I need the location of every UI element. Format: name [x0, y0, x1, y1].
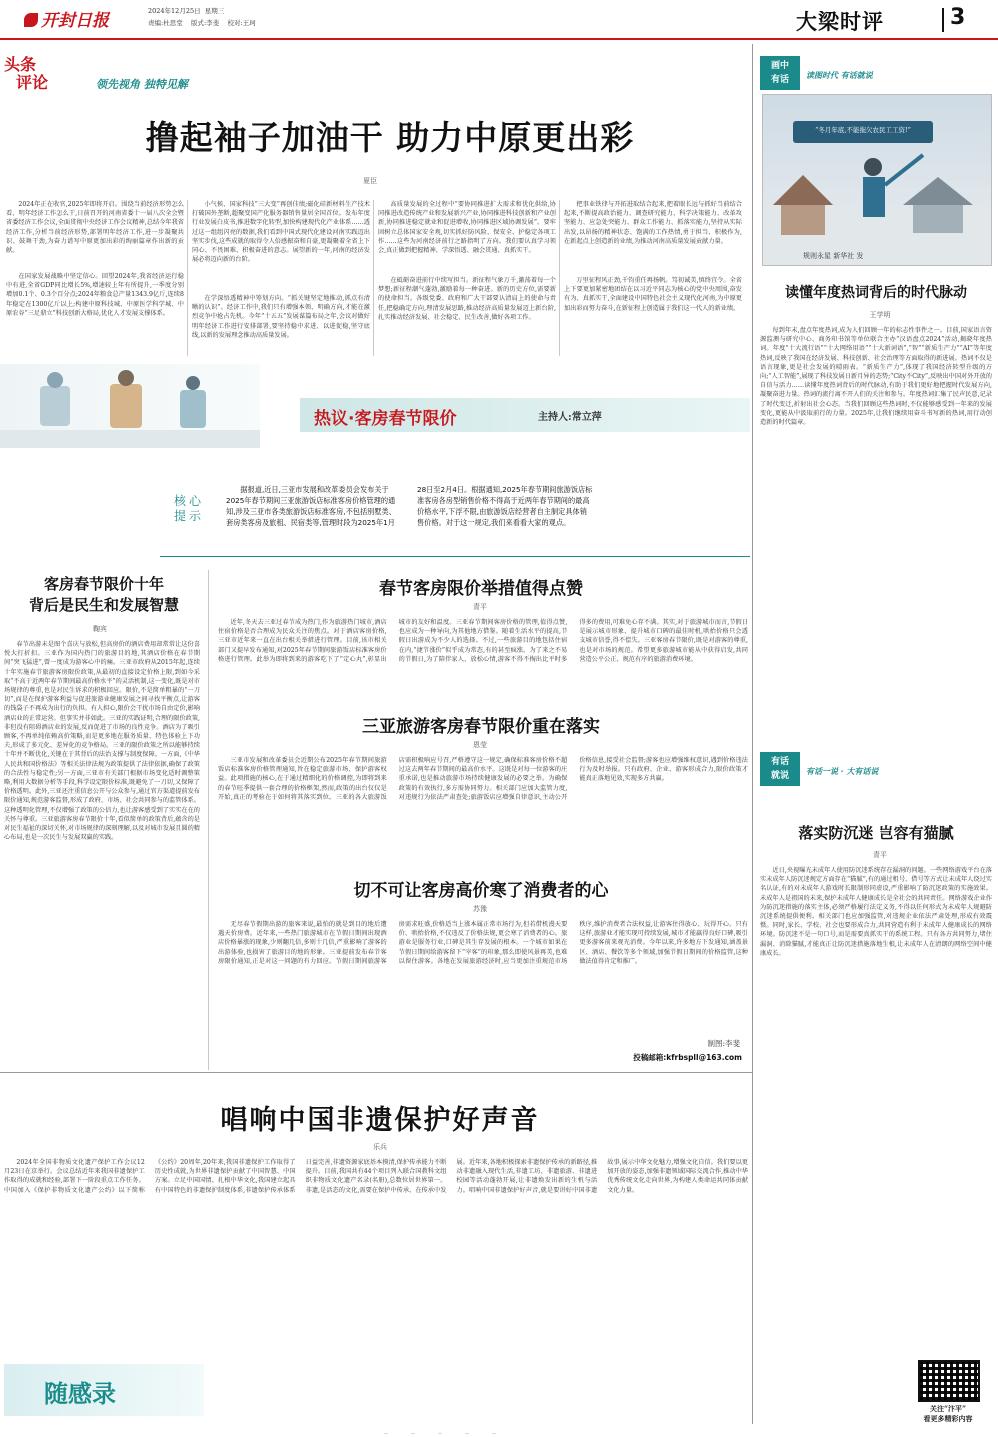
- page-indicator: [230, 1424, 650, 1434]
- core-tag-line2: 提示: [174, 509, 205, 523]
- page-dot[interactable]: [491, 1433, 497, 1434]
- hot-topic-banner: [300, 398, 750, 432]
- sidebar-col2-title: 落实防沉迷 岂容有猫腻: [798, 824, 954, 842]
- page-dot[interactable]: [464, 1433, 470, 1434]
- essay-badge: [4, 1364, 204, 1416]
- issue-weekday: 星期三: [204, 7, 225, 15]
- sidebar-col1-body: 每到年末,盘点年度热词,成为人们回顾一年的标志性事件之一。目前,国家语言资源监测与研究中心、商务印书馆等单位联合主办“汉语盘点2024”活动,揭晓年度热词。年度“十大流行语”“十大网络用语”“十大新词语”,“智”“新质生产力”“AI”等年度热词,反映了我国在经济发展、科技创新、社会治理等方面取得的新进展。热词不仅是语言现象,更是社会发展的晴雨表。“新质生产力”,体现了我国经济转型升级的方向;“人工智能”,展现了科技发展日新月异的态势;“City不City”,反映出中国对外开放的自信与活力……读懂年度热词背后的时代脉动,有助于我们更好地把握时代发展方向,凝聚奋进力量。热词的流行离不开人们的关注和参与。年度热词汇集了民声民意,记录了时代变迁,折射出社会心态。当我们回顾这些热词时,不仅能够感受到一年来的发展变化,更能从中汲取前行的力量。2025年,让我们继续用奋斗书写新的热词,用行动创造新的时代篇章。: [760, 327, 992, 427]
- article3-body: 三亚市发展和改革委员会近期公布2025年春节期间旅游饭店标准客房价格管理通知,旨在稳定旅游市场、保护游客权益。此项措施的核心,在于通过精细化的价格调控,为即将到来的春节旺季提供一套合理的价格框架,然而,政策的出台仅仅是开始,真正的考验在于如何将其落实到位。三亚的各大旅游饭店需积极响应号召,严格遵守这一规定,确保标准客房价格不超过这去两年春节期间的最高价水平。这既是对每一位游客的庄重承诺,也是推动旅游市场持续健康发展的必要之举。为确保政策的有效执行,多方需协同努力。相关部门应加大监管力度,对违规行为依法严肃查处;旅游饭店应增强自律意识,主动公开价格信息,接受社会监督;游客也应增强维权意识,遇到价格违法行为及时举报。只有政府、企业、游客形成合力,限价政策才能真正落地见效,实现多方共赢。: [218, 757, 748, 801]
- article3-title: 三亚旅游客房春节限价重在落实: [362, 717, 600, 737]
- masthead-meta: [148, 5, 368, 35]
- column-slogan: 领先视角 独特见解: [96, 78, 188, 91]
- lead-para-4: 高质量发展的全过程中“要协同推进扩大需求和优化供给,协同推进改造传统产业和发展新兴产业,协同推进科技创新和产业创新,协同推进稳定就业和促进增收,协同推进区域协调发展”。要牢固树立总体国家安全观,切实抓好防风险、保安全、护稳定各项工作……这些为河南经济前行之路指明了方向。我们要认真学习领会,真正做到把握精神、学深悟透、融会贯通、真抓实干。: [378, 201, 556, 255]
- core-tag: [174, 494, 214, 528]
- hot-topic-title: 热议·客房春节限价: [314, 409, 457, 428]
- page-dot[interactable]: [410, 1433, 416, 1434]
- article1-author: 鞠宾: [93, 625, 107, 633]
- core-note: 据报道,近日,三亚市发展和改革委员会发布关于2025年春节期间三亚旅游饭店标准客房价格管理的通知,涉及三亚市各类旅游饭店标准客房,不包括别墅类、套房类客房及旅租、民宿类等,管理时段为2025年1月28日至2月4日。根据通知,2025年春节期间旅游饭店标准客房各房型销售价格不得高于近两年春节期间的最高价格水平,下浮不限,由旅游饭店经营者自主制定具体销售价格。对于这一规定,我们来看看大家的观点。: [226, 485, 593, 527]
- section-rule: [0, 1072, 752, 1073]
- qr-caption1: 关注“汴平”: [929, 1404, 967, 1413]
- cartoon-drawing: [763, 95, 992, 266]
- page-number: 3: [950, 5, 966, 30]
- bottom-body: 2024年全国非物质文化遗产保护工作会议12月23日在京举行。会议总结近年来我国非遗保护工作取得的成就和经验,部署下一阶段重点工作任务。中国加入《保护非物质文化遗产公约》以下简称《公约》20周年,20年来,我国非遗保护工作取得了历史性成就,为世界非遗保护贡献了中国智慧、中国方案。立足中国国情、扎根中华文化,我国建立起具有中国特色的非遗保护制度体系,非遗保护传承体系日益完善,非遗资源家底基本摸清,保护传承能力不断提升。目前,我国共有44个项目列入联合国教科文组织非物质文化遗产名录(名册),总数位居世界第一。非遗,是活态的文化,需要在保护中传承、在传承中发展。近年来,各地积极探索非遗保护传承的新路径,推动非遗融入现代生活,非遗工坊、非遗旅游、非遗进校园等活动蓬勃开展,让非遗焕发出新的生机与活力。唱响中国非遗保护好声音,就是要讲好中国非遗故事,展示中华文化魅力,增强文化自信。我们要以更加开放的姿态,加强非遗领域国际交流合作,推动中华优秀传统文化走向世界,为构建人类命运共同体贡献文化力量。: [4, 1159, 748, 1194]
- lead-para-3: 在学深悟透精神中筹划方向。“抓关键坚定地推动,抓点有清晰的认识”。经济工作中,我们只有增强本领、明确方向,才能在激烈竞争中抢占先机。今年“十五五”发展谋篇布局之年,会议对做好明年经济工作进行安排部署,要坚持稳中求进、以进促稳,坚守底线,以新的发展理念推动高质量发展。: [192, 295, 370, 339]
- lead-para-7: 万里征程风正劲,千钧重任再扬帆。笃初诚美,慎终宜令。全省上下要更加紧密地团结在以习近平同志为核心的党中央周围,奋发有为、真抓实干,全面建设中国特色社会主义现代化河南,为中原更加出彩而努力奋斗,在新征程上创造属于我们这一代人的新业绩。: [564, 277, 742, 312]
- badge-line1: 头条: [4, 56, 37, 74]
- bottom-author: 乐兵: [373, 1143, 387, 1151]
- lead-para-1: 在国家发展战略中坚定信心。回望2024年,我省经济运行稳中有进,全省GDP同比增长5%,增速较上年有所提升,一季度分别增加0.1个、0.3个百分点;2024年粮食总产量1343.9亿斤,连续8年稳定在1300亿斤以上;构建中原科技城、中原医学科学城、中原农谷“三足鼎立”科技创新大格局,优化人才发展支撑体系。: [6, 273, 184, 317]
- qr-code[interactable]: [918, 1360, 980, 1402]
- article2-title: 春节客房限价举措值得点赞: [379, 579, 583, 599]
- sidebar-col2-author: 青平: [873, 851, 887, 859]
- cartoon-credit: 规则永星 新华社 发: [803, 252, 864, 260]
- proof-credit: 校对:王珂: [227, 19, 256, 27]
- column-rule: [373, 200, 374, 356]
- submission-artist: 制图:李斐: [707, 1039, 740, 1048]
- newspaper-logo: [24, 6, 134, 28]
- lead-para-0: 2024年正在收官,2025年即将开启。围绕当前经济形势怎么看、明年经济工作怎么干,日前召开的河南省委十一届八次全会暨省委经济工作会议,全面贯彻中央经济工作会议精神,总结今年我省经济工作,分析当前经济形势,部署明年经济工作,进一步凝聚共识、鼓舞干劲,为奋力谱写中原更加出彩的绚丽篇章作出新的贡献。: [6, 201, 184, 255]
- cartoon-tag-line1: 画中: [770, 61, 789, 71]
- sidebar-col1-title: 读懂年度热词背后的时代脉动: [785, 285, 967, 301]
- cartoon-slogan: 读图时代 有话就说: [806, 70, 873, 80]
- essay-badge-text: 随感录: [44, 1380, 116, 1406]
- cartoon-caption: “冬月年底,不能拖欠农民工工资!”: [815, 126, 911, 134]
- editor-credit: 责编:杜思堂: [148, 19, 183, 27]
- hot-topic-host: 主持人:常立萍: [538, 412, 602, 423]
- layout-credit: 版式:李斐: [190, 19, 220, 27]
- page-divider: [942, 8, 944, 32]
- cartoon-tag-line2: 有话: [770, 75, 789, 85]
- logo-text: 开封日报: [41, 11, 109, 28]
- sidebar-rule: [752, 44, 753, 1424]
- article2-body: 近年,冬天去三亚过春节成为热门,作为旅游热门城市,酒店住宿价格是否合理成为民众关注的焦点。对于酒店客房价格,三亚市近年来一直在出台相关举措进行管理。目前,该市相关部门又提早发布通知,对2025年春节期间旅游饭店标准客房价格进行管理。此举为即将到来的游客吃下了“定心丸”,彰显出城市的友好和温度。三亚春节期间客房价格的管理,值得点赞,也应成为一种导向,为其他地方借鉴。随着生活水平的提高,节假日出游成为不少人的选择。不过,一些旅游目的地包括住宿在内,“捷节涨价”似乎成为常态,有的甚至疯涨。为了来之不易的节假日,为了陪伴家人、放松心情,游客不得不掏出比平时多得多的费用,可难免心存不满。其实,对于旅游城市而言,节假日是展示城市形象、提升城市口碑的最佳时机,哄抬价格只会透支城市信誉,得不偿失。三亚客房春节限价,既是对游客的尊重,也是对市场的规范。希望更多旅游城市能从中获得启发,共同营造公平公正、规范有序的旅游消费环境。: [218, 619, 748, 663]
- col2-tag-line1: 有话: [770, 757, 789, 767]
- column-rule: [187, 200, 188, 356]
- col2-slogan: 有话一说 · 大有话说: [806, 766, 879, 776]
- article1-title: 客房春节限价十年 背后是民生和发展智慧: [28, 575, 179, 614]
- col2-tag: [760, 752, 800, 786]
- lead-para-2: 小气候、国家科技“三大变”再创佳绩;磁化硅新材料生产技术打破国外垄断,超聚变国产化服务器销售量居全国首位。发布年度行业发展白皮书,推进数字化转型,加快构建现代化产业体系……透过这一组组闪亮的数据,我们看到中国式现代化建设河南实践迈出坚实步伐,这些成就的取得令人倍感振奋和自豪,更凝聚着全省上下同心、不畏困难、积极奋进的意志。展望新的一年,河南的经济发展必将迈向新的台阶。: [192, 201, 370, 264]
- core-rule: [160, 556, 750, 557]
- cartoon-image: [762, 94, 992, 266]
- submission-email[interactable]: 投稿邮箱:kfrbspll@163.com: [633, 1053, 742, 1062]
- sidebar-col1-author: 王学明: [869, 311, 891, 319]
- article3-author: 恩莹: [473, 741, 487, 749]
- page-dot[interactable]: [383, 1433, 389, 1434]
- article4-body: 无尽春节假期出游的旅客来说,最怕的就是到目的地后遭遇天价房费。近年来,一些热门旅游城市在节假日期间出现酒店价格暴涨的现象,少则翻几倍,多则十几倍,严重影响了游客的出游体验,也损害了旅游目的地的形象。三亚提前发布春节客房限价通知,正是对这一问题的有力回应。节假日期间旅游客房需求旺盛,价格适当上涨本属正常市场行为,但若借机漫天要价、哄抬价格,不仅违反了价格法规,更会寒了消费者的心。旅游业是服务行业,口碑是其生存发展的根本。一个城市如果在节假日期间给游客留下“宰客”的印象,那么即使风景再美,也难以留住游客。各地在发展旅游经济时,应当更加注重规范市场秩序,维护消费者合法权益,让游客住得放心、玩得开心。只有这样,旅游业才能实现可持续发展,城市才能赢得良好口碑,吸引更多游客前来观光消费。今年以来,许多地方下发通知,涵盖景区、酒店、餐饮等多个领域,加强节假日期间的价格监管,这种做法值得肯定和推广。: [218, 921, 748, 965]
- col2-tag-line2: 就说: [770, 771, 789, 781]
- issue-date: 2024年12月25日: [148, 7, 201, 15]
- badge-line2: 评论: [16, 73, 49, 92]
- page-dot[interactable]: [437, 1433, 443, 1434]
- qr-caption2: 看更多精彩内容: [923, 1414, 973, 1423]
- column-badge: [4, 56, 64, 96]
- lead-author: 夏臣: [363, 177, 377, 185]
- bottom-title: 唱响中国非遗保护好声音: [220, 1105, 540, 1136]
- masthead: [0, 0, 998, 40]
- column-rule: [559, 200, 560, 356]
- travelers-drawing: [0, 364, 260, 448]
- article4-author: 苏豫: [473, 905, 487, 913]
- article1-body: 春节出游未是图个喜庆与放松,但高房价的酒店费用却常常让这份喜悦大打折扣。三亚作为国内热门的旅游目的地,其酒店价格在春节期间“突飞猛进”,曾一度成为游客心中的痛。三亚市政府从2015年起,连续十年实施春节旅游客房限价政策,从最初的直接设定价格上限,到如今采取“不高于近两年春节期间最高价格水平”的灵活机制,这一变化,既是对市场规律的尊重,也是对民生诉求的积极回应。限价,不是简单粗暴的“一刀切”,而是在保护游客利益与促进旅游业健康发展之间寻找平衡点,让游客的钱袋子不再成为出行的负担。有人担心,限价会干扰市场自由定价,影响酒店业的正常运营。但事实并非如此。三亚的实践证明,合理的限价政策,非但没有阻碍酒店业的发展,反而促进了市场的良性竞争。酒店为了吸引顾客,不再单纯依赖高价策略,而是更多地在服务质量、特色体验上下功夫,形成了多元化、差异化的竞争格局。三亚的限价政策之所以能够持续十年并不断优化,关键在于其背后的法治支撑与制度保障。一方面,《中华人民共和国价格法》等相关法律法规为政策提供了法律依据,确保了政策的合法性与稳定性;另一方面,三亚市有关部门根据市场变化适时调整策略,利用大数据分析等手段,科学设定限价标准,既避免了一刀切,又保障了价格透明。此外,三亚还注重信息公开与公众参与,通过官方渠道提前发布限价通知,规范游客监督,形成了政府、市场、社会共同参与的监管体系。这种透明化管理,不仅增强了政策的公信力,也让游客感受到了实实在在的关怀与尊重。三亚旅游客房春节限价十年,看似简单的政策背后,蕴含的是对民生福祉的深切关怀,对市场规律的深刻理解,以及对城市发展且圆的精心布局,也是一次民生与发展双赢的实践。: [4, 641, 200, 842]
- logo-icon: [24, 13, 38, 27]
- lead-para-6: 把事业铁律与开拓进取结合起来,把着眼长远与抓好当前结合起来,不断提高政治能力、调查研究能力、科学决策能力、改革攻坚能力、应急处突能力、群众工作能力、抓落实能力,坚持从实际出发,以昂扬的精神状态、饱满的工作热情,勇于担当、积极作为,在新起点上创造新的业绩,为推动河南高质量发展贡献力量。: [564, 201, 742, 245]
- sidebar-col2-body: 近日,央视曝光未成年人使用防沉迷系统存在漏洞的问题。一些网络游戏平台在落实未成年人防沉迷规定方面存在“猫腻”,有的通过租号、借号等方式让未成年人绕过实名认证,有的对未成年人游戏时长限制形同虚设,严重影响了防沉迷政策的实施效果。未成年人是祖国的未来,保护未成年人健康成长是全社会的共同责任。网络游戏企业作为防沉迷措施的落实主体,必须严格履行法定义务,不得以任何形式为未成年人规避防沉迷系统提供便利。相关部门也应加强监管,对违规企业依法严肃处理,形成有效震慑。同时,家长、学校、社会也要形成合力,共同营造有利于未成年人健康成长的网络环境。防沉迷不是一句口号,而是需要真抓实干的系统工程。只有各方共同努力,堵住漏洞、消除猫腻,才能真正让防沉迷措施落地生根,让未成年人在清朗的网络空间中健康成长。: [760, 867, 992, 957]
- column-rule: [208, 570, 209, 1070]
- lead-title: 撸起袖子加油干 助力中原更出彩: [145, 118, 635, 157]
- article2-author: 青平: [473, 603, 487, 611]
- hot-topic-illustration: [0, 364, 260, 448]
- core-tag-line1: 核心: [174, 494, 205, 508]
- article4-title: 切不可让客房高价寒了消费者的心: [353, 881, 609, 901]
- section-name: 大梁时评: [796, 10, 884, 34]
- cartoon-tag: [760, 56, 800, 90]
- lead-para-5: 在砥砺奋进前行中续写担当。新征程气象万千,激荡着每一个梦想;新征程潮气蓬勃,激励着每一种奋进。新的历史方位,需要新的使命担当。各级党委、政府和广大干部要认清肩上的使命与责任,把稳确定方向,理清发展思路,推动经济高质量发展迈上新台阶,扎实推动经济发展、社会稳定、民生改善,做好各项工作。: [378, 277, 556, 321]
